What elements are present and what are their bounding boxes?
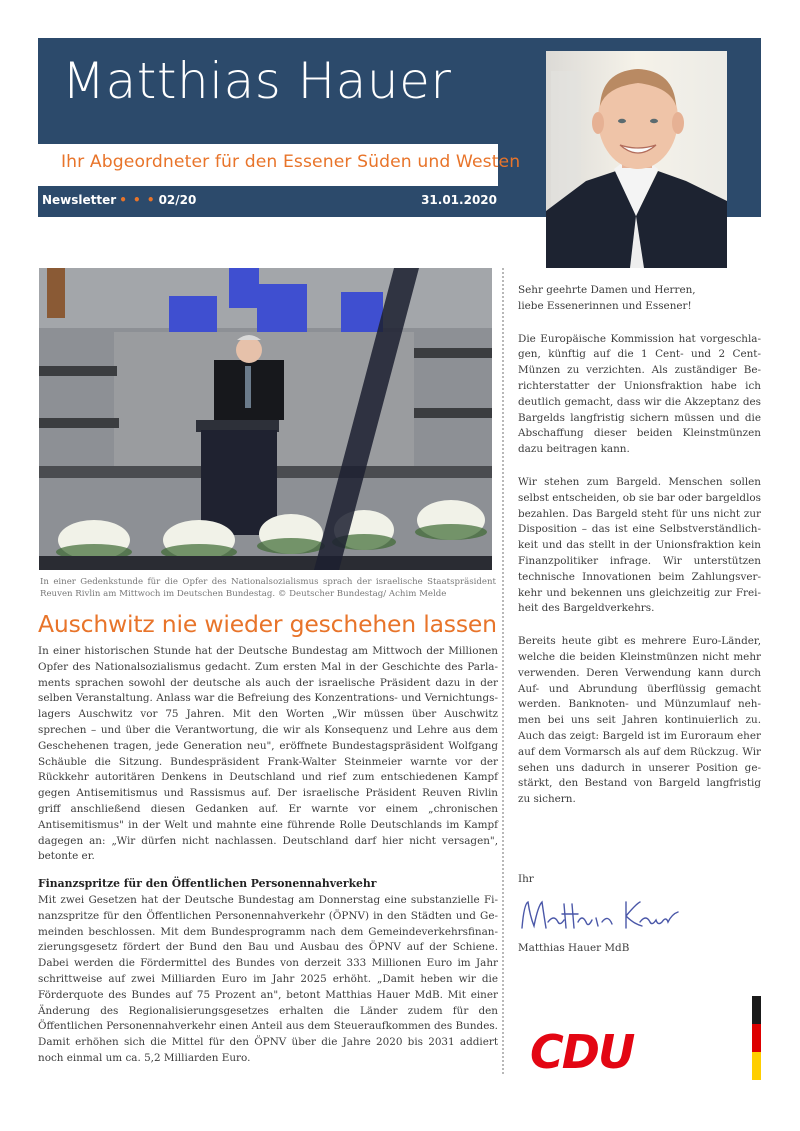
german-flag-stripe [752, 996, 761, 1080]
signature-name: Matthias Hauer MdB [518, 942, 630, 954]
issue-number: 02/20 [158, 193, 197, 207]
article-headline: Auschwitz nie wieder geschehen lassen [38, 610, 497, 638]
column-divider [502, 268, 504, 1074]
issue-date: 31.01.2020 [421, 193, 497, 207]
portrait-photo [546, 51, 727, 268]
letter-greeting [518, 283, 761, 315]
article-body-secondary: Mit zwei Gesetzen hat der Deutsche Bundestag am Donnerstag eine substanzielle Finanzspritze für den Öffentlichen Personennahverkehr (ÖPNV) in den Städten und Gemeinden beschlossen. Mit dem Bundesprogramm nach dem Gemeindeverkehrsfinanzierungsgesetz fördert der Bund den Bau und Ausbau des ÖPNV auf der Schiene. Dabei werden die Fördermittel des Bundes von derzeit 333 Millionen Euro im Jahr schrittweise auf zwei Milliarden Euro im Jahr 2025 erhöht. „Damit heben wir die Förderquote des Bundes auf 75 Prozent an", betont Matthias Hauer MdB. Mit einer Änderung des Regionalisierungsgesetzes erhalten die Länder zudem für den Öffentlichen Personennahverkehr einen Anteil aus dem Steueraufkommen des Bundes. Damit erhöhen sich die Mittel für den ÖPNV über die Jahre 2020 bis 2031 addiert noch einmal um ca. 5,2 Milliarden Euro. [38, 894, 498, 1064]
article-body: In einer historischen Stunde hat der Deutsche Bundestag am Mittwoch der Millionen Opfer des Nationalsozialismus gedacht. Zum ersten Mal in der Geschichte des Parlaments sprachen sowohl der deutsche als auch der israelische Präsident dazu in der selben Veranstaltung. Anlass war die Befreiung des Konzentrations- und Vernichtungslagers Auschwitz vor 75 Jahren. Mit den Worten „Wir müssen über Auschwitz sprechen – und über die Verantwortung, die wir als Konsequenz und Lehre aus dem Geschehenen tragen, jede Generation neu", eröffnete Bundestagspräsident Wolfgang Schäuble die Sitzung. Bundespräsident Frank-Walter Steinmeier warnte vor der Rückkehr autoritären Denkens in Deutschland und rief zum entschiedenen Kampf gegen Antisemitismus und Rassismus auf. Der israelische Präsident Reuven Rivlin griff anschließend diesen Gedanken auf. Er warnte vor einem „chronischen Antisemitismus" in der Welt und mahnte eine führende Rolle Deutschlands im Kampf dagegen an: „Wir dürfen nicht nachlassen. Deutschland darf hier nicht versagen", betonte er. [38, 645, 498, 863]
letter-paragraph: Wir stehen zum Bargeld. Menschen sollen selbst entscheiden, ob sie bar oder bargeldlos bezahlen. Das Bargeld steht für uns nicht zur Disposition – das ist eine Selbstverständlichkeit und das stellt in der Unionsfraktion kein Finanzpolitiker infrage. Wir unterstützen technische Innovationen beim Zahlungsverkehr und bekennen uns gleichzeitig zur Freiheit des Bargeldverkehrs. [518, 475, 761, 615]
newsletter-label: Newsletter [42, 193, 117, 207]
bundestag-photo-illustration [39, 268, 492, 570]
cdu-logo-text: CDU [530, 1028, 634, 1074]
subtitle: Ihr Abgeordneter für den Essener Süden und Westen [61, 152, 521, 172]
photo-caption: In einer Gedenkstunde für die Opfer des Nationalsozialismus sprach der israelische Staatspräsident Reuven Rivlin am Mittwoch im Deutschen Bundestag. © Deutscher Bundestag/ Achim Melde [40, 577, 496, 599]
flag-red [752, 1024, 761, 1052]
flag-gold [752, 1052, 761, 1080]
event-photo [39, 268, 492, 570]
letter-paragraph: Bereits heute gibt es mehrere Euro-Länder, welche die beiden Kleinstmünzen nicht mehr verwenden. Deren Verwendung kann durch Auf- und Abrundung überflüssig gemacht werden. Banknoten- und Münzumlauf nehmen bei uns seit Jahren kontinuierlich zu. Auch das zeigt: Bargeld ist im Euroraum eher auf dem Vormarsch als auf dem Rückzug. Wir sehen uns dadurch in unserer Position gestärkt, den Bestand von Bargeld langfristig zu sichern. [518, 635, 761, 806]
flag-black [752, 996, 761, 1024]
letter-paragraph: Die Europäische Kommission hat vorgeschlagen, künftig auf die 1 Cent- und 2 Cent-Münzen zu verzichten. Als zuständiger Berichterstatter der Unionsfraktion habe ich deutlich gemacht, dass wir die Akzeptanz des Bargelds langfristig sichern müssen und die Abschaffung dieser beiden Kleinstmünzen dazu beitragen kann. [518, 332, 761, 456]
cdu-logo [530, 1028, 678, 1074]
portrait-illustration [546, 51, 727, 268]
article-subheading: Finanzspritze für den Öffentlichen Personennahverkehr [38, 877, 377, 890]
editorial-letter [518, 283, 761, 825]
newsletter-info-row [42, 193, 497, 207]
letter-closing: Ihr [518, 873, 534, 885]
greeting-line-1: Sehr geehrte Damen und Herren, [518, 284, 696, 296]
greeting-line-2: liebe Essenerinnen und Essener! [518, 299, 692, 312]
cdu-logo-icon [530, 1028, 678, 1074]
separator-dots: • • • [119, 193, 156, 207]
handwritten-signature [518, 896, 688, 936]
signature-icon [518, 896, 688, 936]
page-title: Matthias Hauer [62, 52, 452, 110]
